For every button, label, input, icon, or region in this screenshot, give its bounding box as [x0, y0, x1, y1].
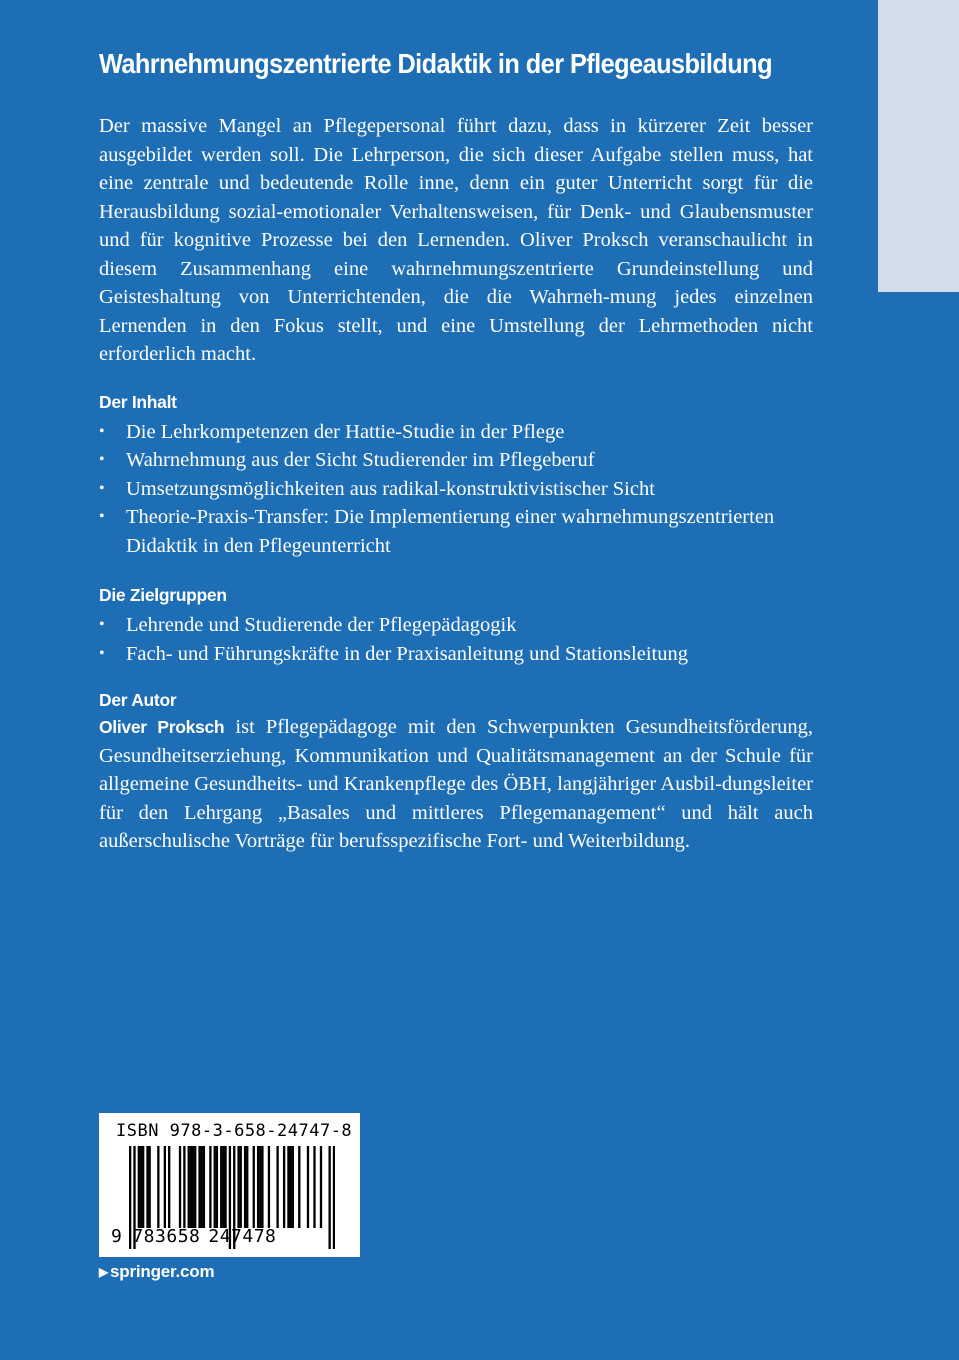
barcode-bar — [253, 1146, 255, 1228]
barcode-bar — [292, 1146, 294, 1228]
zielgruppen-heading: Die Zielgruppen — [99, 585, 227, 605]
springer-link-text: springer.com — [110, 1262, 215, 1281]
barcode-bar — [183, 1146, 185, 1228]
barcode-bar — [168, 1146, 170, 1228]
barcode-bar — [261, 1146, 263, 1228]
barcode-bar — [149, 1146, 151, 1228]
barcode-bar — [287, 1146, 289, 1228]
barcode-bar — [313, 1146, 315, 1228]
barcode-bar — [224, 1146, 226, 1228]
barcode-bar — [216, 1146, 218, 1228]
barcode-bar — [259, 1146, 261, 1228]
autor-heading: Der Autor — [99, 690, 177, 710]
barcode-bar — [198, 1146, 200, 1228]
author-name: Oliver Proksch — [99, 717, 225, 737]
barcode-bar — [190, 1146, 192, 1228]
inhalt-item: • Wahrnehmung aus der Sicht Studierender im Pflegeberuf — [99, 446, 813, 475]
barcode-bar — [333, 1146, 335, 1249]
zielgruppen-item: • Lehrende und Studierende der Pflegepädagogik — [99, 611, 813, 640]
barcode-bar — [157, 1146, 159, 1228]
barcode-bar — [209, 1146, 211, 1228]
barcode-bar — [142, 1146, 144, 1228]
barcode-bar — [268, 1146, 270, 1228]
barcode-bar — [240, 1146, 242, 1228]
isbn-barcode — [99, 1113, 360, 1257]
zielgruppen-item: • Fach- und Führungskräfte in der Praxisanleitung und Stationsleitung — [99, 640, 813, 669]
autor-paragraph — [99, 713, 813, 856]
intro-line: hat eine zentrale und bedeutende Rolle inne, denn ein guter Unterricht sorgt — [99, 143, 813, 194]
barcode-bar — [307, 1146, 309, 1228]
intro-line: Der massive Mangel an Pflegepersonal führt dazu, dass in kürzerer Zeit besser — [99, 115, 813, 137]
barcode-bar — [328, 1146, 330, 1249]
barcode-bar — [283, 1146, 285, 1228]
barcode-bar — [222, 1146, 224, 1228]
barcode-bar — [201, 1146, 203, 1228]
corner-color-block — [878, 0, 959, 292]
ean-left-digits: 783658 — [132, 1226, 201, 1247]
barcode-bar — [237, 1146, 239, 1228]
cover-text-content — [99, 44, 813, 856]
inhalt-heading: Der Inhalt — [99, 391, 177, 412]
intro-line: veranschaulicht in diesem Zusammenhang eine wahrnehmungszentrierte — [99, 229, 813, 280]
book-title: Wahrnehmungszentrierte Didaktik in der Pflegeausbildung — [99, 48, 772, 79]
autor-line: auch außerschulische Vorträge für berufsspezifische Fort- und Weiterbildung. — [99, 801, 813, 852]
triangle-right-icon: ▶ — [99, 1265, 109, 1279]
barcode-bar — [257, 1146, 259, 1228]
zielgruppen-list — [99, 611, 813, 668]
autor-line: Gesundheitserziehung, Kommunikation und Qualitätsmanagement an der Schule — [99, 744, 781, 767]
barcode-bar — [214, 1146, 216, 1228]
barcode-bar — [289, 1146, 291, 1228]
barcode-bar — [320, 1146, 322, 1228]
ean-digits — [111, 1226, 276, 1247]
intro-line: Grundeinstellung und Geisteshaltung von Unterrichtenden, die die Wahrneh- — [99, 257, 814, 308]
ean-right-digits: 247478 — [208, 1226, 277, 1247]
intro-line: mung jedes einzelnen Lernenden in den Fokus stellt, und eine Umstellung der — [99, 286, 813, 337]
barcode-bar — [138, 1146, 140, 1228]
isbn-label: ISBN 978-3-658-24747-8 — [116, 1121, 353, 1141]
barcode-bar — [140, 1146, 142, 1228]
intro-line: Glaubensmuster und für kognitive Prozesse bei den Lernenden. Oliver Proksch — [99, 200, 813, 251]
springer-link[interactable] — [99, 1262, 214, 1282]
barcode-bar — [298, 1146, 300, 1228]
barcode-bar — [276, 1146, 278, 1228]
autor-line: für allgemeine Gesundheits- und Krankenpflege des ÖBH, langjähriger Ausbil- — [99, 744, 813, 795]
inhalt-item: • Theorie-Praxis-Transfer: Die Implementierung einer wahrnehmungszentrierten Didaktik in den Pflegeunterricht — [99, 503, 813, 560]
ean-first-digit: 9 — [111, 1226, 123, 1247]
barcode-bar — [203, 1146, 205, 1228]
barcode-bar — [179, 1146, 181, 1228]
intro-paragraph — [99, 112, 813, 369]
inhalt-item: • Umsetzungsmöglichkeiten aus radikal-konstruktivistischer Sicht — [99, 475, 813, 504]
barcode-bar — [194, 1146, 196, 1228]
autor-line: ist Pflegepädagoge mit den Schwerpunkten Gesundheitsförderung, — [224, 716, 813, 738]
intro-line: für die Herausbildung sozial-emotionaler Verhaltensweisen, für Denk- und — [99, 172, 813, 223]
barcode-bar — [164, 1146, 166, 1228]
barcode-bar — [244, 1146, 246, 1228]
barcode-bar — [188, 1146, 190, 1228]
intro-line: ausgebildet werden soll. Die Lehrperson, die sich dieser Aufgabe stellen muss, — [99, 143, 780, 166]
barcode-bar — [246, 1146, 248, 1228]
barcode-bar — [220, 1146, 222, 1228]
barcode-bar — [192, 1146, 194, 1228]
autor-line: dungsleiter für den Lehrgang „Basales und mittleres Pflegemanagement“ und hält — [99, 773, 813, 824]
barcode-bar — [146, 1146, 148, 1228]
intro-line: Lehrmethoden nicht erforderlich macht. — [99, 314, 813, 365]
inhalt-item: • Die Lehrkompetenzen der Hattie-Studie in der Pflege — [99, 418, 813, 447]
inhalt-list — [99, 418, 813, 561]
